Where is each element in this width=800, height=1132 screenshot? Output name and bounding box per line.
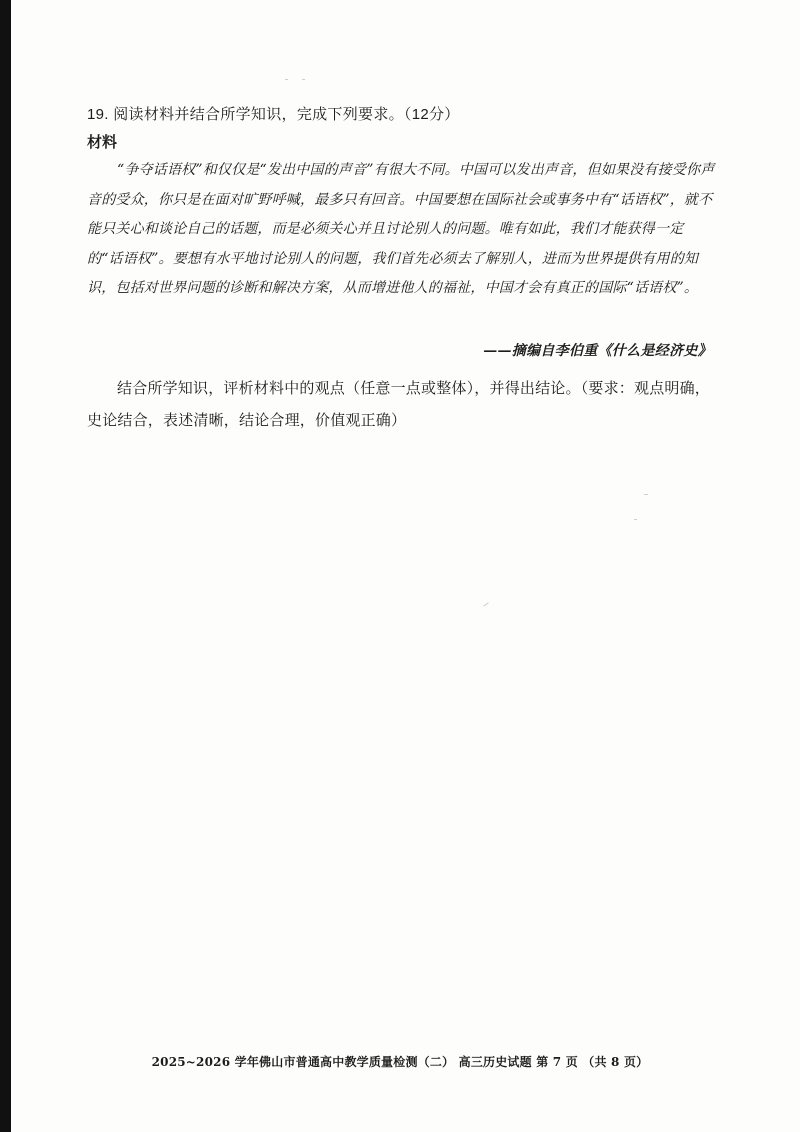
scan-speck xyxy=(644,494,648,495)
question-title: 19. 阅读材料并结合所学知识，完成下列要求。（12分） xyxy=(87,106,460,123)
scan-speck xyxy=(285,79,288,80)
question-requirement: 结合所学知识，评析材料中的观点（任意一点或整体），并得出结论。（要求：观点明确，史论结合，表述清晰，结论合理，价值观正确） xyxy=(87,380,711,429)
scan-edge xyxy=(0,0,11,1132)
scan-speck xyxy=(483,602,488,606)
scan-speck xyxy=(302,79,305,80)
material-label: 材料 xyxy=(87,133,118,151)
material-source: ——摘编自李伯重《什么是经济史》 xyxy=(483,343,712,359)
page-footer: 2025~2026 学年佛山市普通高中教学质量检测（二） 高三历史试题 第 7 页 （共 8 页） xyxy=(151,1055,649,1069)
scan-speck xyxy=(634,519,637,520)
material-text: “争夺话语权”和仅仅是“发出中国的声音”有很大不同。中国可以发出声音，但如果没有接受你声音的受众，你只是在面对旷野呼喊，最多只有回音。中国要想在国际社会或事务中有“话语权”，就不能只关心和谈论自己的话题，而是必须关心并且讨论别人的问题。唯有如此，我们才能获得一定的“话语权”。要想有水平地讨论别人的问题，我们首先必须去了解别人，进而为世界提供有用的知识，包括对世界问题的诊断和解决方案，从而增进他人的福祉，中国才会有真正的国际“话语权”。 xyxy=(87,162,715,296)
